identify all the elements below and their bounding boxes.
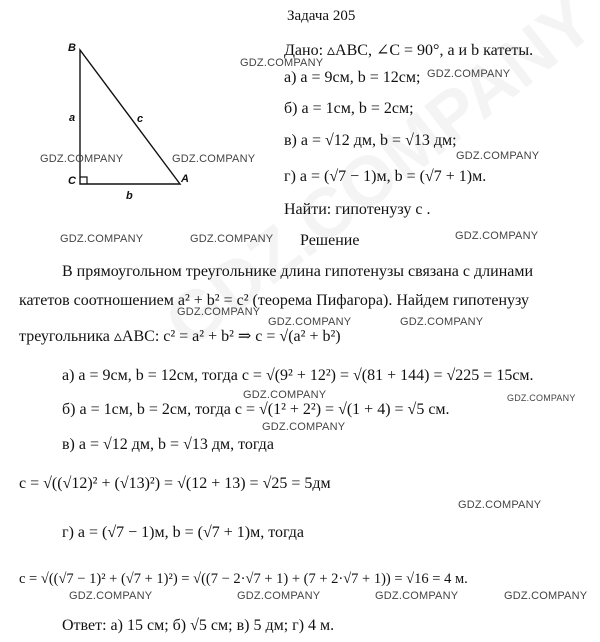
side-a-label: a (69, 112, 76, 124)
solution-line-d-result: c = √((√7 − 1)² + (√7 + 1)²) = √((7 − 2·√7 + 1) + (7 + 2·√7 + 1)) = √16 = 4 м. (19, 571, 468, 587)
watermark: GDZ.COMPANY (375, 590, 459, 602)
watermark: GDZ.COMPANY (172, 153, 256, 165)
watermark: GDZ.COMPANY (456, 150, 540, 162)
watermark: GDZ.COMPANY (400, 316, 484, 328)
solution-intro-1: В прямоугольном треугольнике длина гипотенузы связана с длинами (62, 263, 534, 280)
watermark: GDZ.COMPANY (458, 499, 542, 511)
given-line: Дано: ▵ABC, ∠C = 90°, a и b катеты. (284, 42, 534, 59)
side-b-label: b (126, 190, 133, 202)
watermark: GDZ.COMPANY (60, 233, 144, 245)
vertex-B-label: B (68, 42, 76, 54)
given-item-c: в) a = √12 дм, b = √13 дм; (284, 132, 457, 149)
watermark: GDZ.COMPANY (455, 230, 539, 242)
watermark: GDZ.COMPANY (268, 316, 352, 328)
vertex-A-label: A (181, 173, 189, 185)
solution-intro-2: катетов соотношением a² + b² = c² (теорема Пифагора). Найдем гипотенузу (19, 292, 530, 309)
watermark: GDZ.COMPANY (262, 421, 346, 433)
watermark: GDZ.COMPANY (243, 389, 327, 401)
watermark: GDZ.COMPANY (240, 57, 324, 69)
watermark: GDZ.COMPANY (177, 306, 261, 318)
solution-line-a: а) a = 9см, b = 12см, тогда c = √(9² + 12²) = √(81 + 144) = √225 = 15см. (62, 367, 534, 384)
solution-intro-3: треугольника ▵ABC: c² = a² + b² ⇒ c = √(a² + b²) (19, 328, 341, 345)
find-line: Найти: гипотенузу c . (284, 201, 431, 218)
solution-line-b: б) a = 1см, b = 2см, тогда c = √(1² + 2²) = √(1 + 4) = √5 см. (62, 401, 450, 418)
watermark: GDZ.COMPANY (507, 393, 576, 403)
watermark: GDZ.COMPANY (237, 590, 321, 602)
watermark: GDZ.COMPANY (427, 68, 511, 80)
watermark: GDZ.COMPANY (504, 590, 588, 602)
solution-line-c: в) a = √12 дм, b = √13 дм, тогда (62, 436, 274, 453)
vertex-C-label: C (68, 175, 76, 187)
watermark: GDZ.COMPANY (190, 233, 274, 245)
watermark: GDZ.COMPANY (40, 153, 124, 165)
solution-line-c-result: c = √((√12)² + (√13)²) = √(12 + 13) = √25 = 5дм (19, 475, 331, 492)
watermark: GDZ.COMPANY (69, 590, 153, 602)
answer-line: Ответ: а) 15 см; б) √5 см; в) 5 дм; г) 4 м. (62, 617, 335, 634)
solution-line-d: г) a = (√7 − 1)м, b = (√7 + 1)м, тогда (62, 524, 304, 541)
right-angle-mark (80, 177, 87, 184)
given-item-a: а) a = 9см, b = 12см; (284, 69, 421, 86)
given-item-b: б) a = 1см, b = 2см; (284, 100, 414, 117)
side-c-label: c (137, 113, 144, 125)
problem-title: Задача 205 (287, 8, 356, 24)
solution-heading: Решение (300, 232, 360, 249)
given-item-d: г) a = (√7 − 1)м, b = (√7 + 1)м. (284, 168, 487, 185)
